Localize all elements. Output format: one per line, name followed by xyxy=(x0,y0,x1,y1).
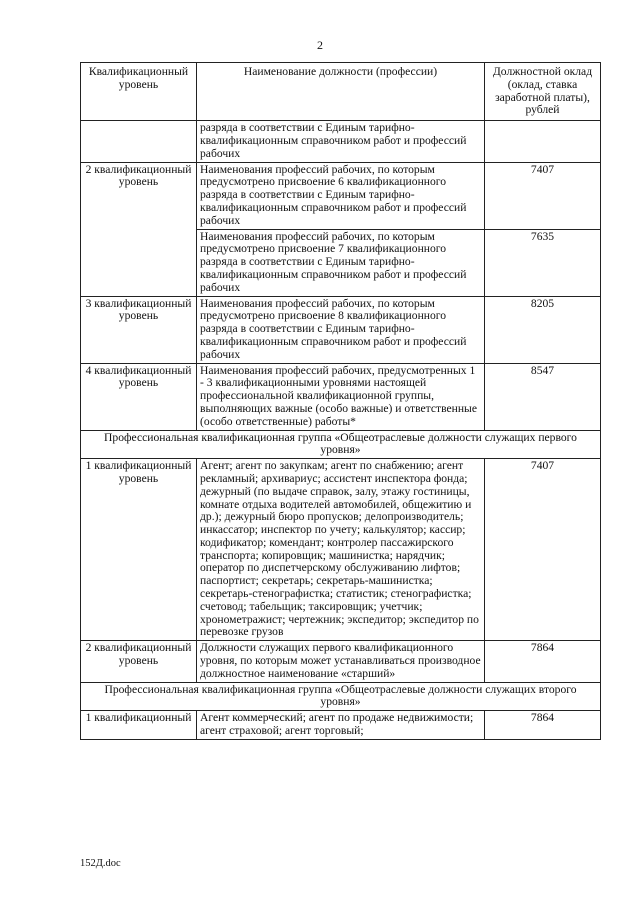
table-row xyxy=(81,121,601,162)
salary-table xyxy=(80,62,601,740)
file-name-footer: 152Д.doc xyxy=(80,858,121,869)
header-salary: Должностной оклад (оклад, ставка заработной платы), рублей xyxy=(485,63,601,121)
group-title: Профессиональная квалификационная группа «Общеотраслевые должности служащих первого уровня» xyxy=(81,430,601,459)
salary-cell: 7407 xyxy=(485,459,601,641)
name-cell: Наименования профессий рабочих, по которым предусмотрено присвоение 7 квалификационного разряда в соответствии с Единым тарифно-квалификационным справочником работ и профессий рабочих xyxy=(197,229,485,296)
level-cell: 4 квалификационный уровень xyxy=(81,363,197,430)
table-row xyxy=(81,162,601,229)
table-row xyxy=(81,296,601,363)
empty-cell xyxy=(485,121,601,162)
name-cell: Агент; агент по закупкам; агент по снабжению; агент рекламный; архивариус; ассистент инспектора фонда; дежурный (по выдаче справок, залу, этажу гостиницы, комнате отдыха водителей автомобилей, общежитию и др.); дежурный бюро пропусков; делопроизводитель; инкассатор; инспектор по учету; калькулятор; кассир; кодификатор; комендант; контролер пассажирского транспорта; копировщик; машинистка; нарядчик; оператор по диспетчерскому обслуживанию лифтов; паспортист; секретарь; секретарь-машинистка; секретарь-стенографистка; статистик; стенографистка; счетовод; табельщик; таксировщик; учетчик; хронометражист; чертежник; экспедитор; экспедитор по перевозке грузов xyxy=(197,459,485,641)
name-cell: Должности служащих первого квалификационного уровня, по которым может устанавливаться производное должностное наименование «старший» xyxy=(197,641,485,682)
header-name: Наименование должности (профессии) xyxy=(197,63,485,121)
level-cell: 1 квалификационный уровень xyxy=(81,459,197,641)
name-cell: Наименования профессий рабочих, предусмотренных 1 - 3 квалификационными уровнями настоящей профессиональной квалификационной группы, выполняющих важные (особо важные) и ответственные (особо ответственные) работы* xyxy=(197,363,485,430)
empty-cell xyxy=(81,121,197,162)
table-row xyxy=(81,641,601,682)
continuation-text: разряда в соответствии с Единым тарифно-квалификационным справочником работ и профессий рабочих xyxy=(197,121,485,162)
salary-cell: 7864 xyxy=(485,711,601,740)
table-row xyxy=(81,459,601,641)
level-cell: 2 квалификационный уровень xyxy=(81,162,197,296)
salary-cell: 7864 xyxy=(485,641,601,682)
salary-cell: 8205 xyxy=(485,296,601,363)
group-title-row xyxy=(81,682,601,711)
table-header-row xyxy=(81,63,601,121)
level-cell: 3 квалификационный уровень xyxy=(81,296,197,363)
name-cell: Наименования профессий рабочих, по которым предусмотрено присвоение 6 квалификационного разряда в соответствии с Единым тарифно-квалификационным справочником работ и профессий рабочих xyxy=(197,162,485,229)
name-cell: Агент коммерческий; агент по продаже недвижимости; агент страховой; агент торговый; xyxy=(197,711,485,740)
salary-cell: 7407 xyxy=(485,162,601,229)
table-row xyxy=(81,711,601,740)
salary-cell: 8547 xyxy=(485,363,601,430)
table-row xyxy=(81,363,601,430)
page-number: 2 xyxy=(317,38,323,52)
group-title-row xyxy=(81,430,601,459)
header-level: Квалификационный уровень xyxy=(81,63,197,121)
level-cell: 2 квалификационный уровень xyxy=(81,641,197,682)
level-cell: 1 квалификационный xyxy=(81,711,197,740)
name-cell: Наименования профессий рабочих, по которым предусмотрено присвоение 8 квалификационного разряда в соответствии с Единым тарифно-квалификационным справочником работ и профессий рабочих xyxy=(197,296,485,363)
group-title: Профессиональная квалификационная группа «Общеотраслевые должности служащих второго уровня» xyxy=(81,682,601,711)
salary-cell: 7635 xyxy=(485,229,601,296)
